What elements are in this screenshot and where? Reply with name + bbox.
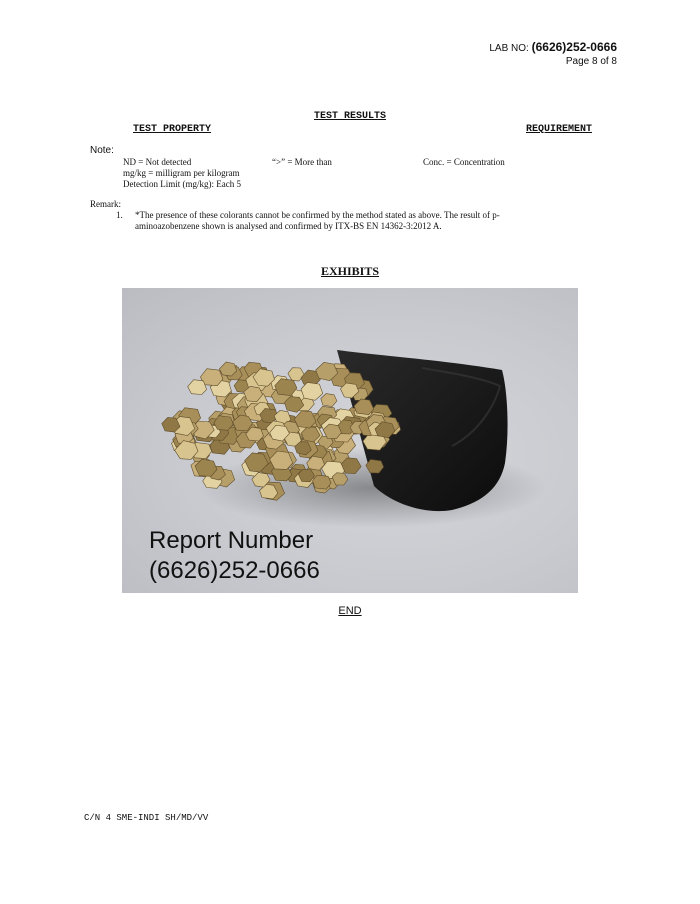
photo-caption-line1: Report Number	[149, 527, 314, 554]
note-item: mg/kg = milligram per kilogram	[123, 168, 240, 178]
test-property-heading: TEST PROPERTY	[133, 124, 212, 135]
remark-label: Remark:	[90, 199, 121, 209]
page-indicator: Page 8 of 8	[565, 56, 617, 67]
requirement-heading: REQUIREMENT	[525, 124, 592, 135]
sequin	[321, 394, 337, 407]
report-header	[489, 40, 617, 67]
exhibits-title: EXHIBITS	[320, 264, 380, 278]
note-item: ND = Not detected	[123, 157, 192, 167]
note-label: Note:	[90, 145, 114, 156]
exhibit-photo	[122, 288, 578, 593]
remark-text: *The presence of these colorants cannot be confirmed by the method stated as above. The result of p-aminoazobenzene shown is analysed and confirmed by ITX-BS EN 14362-3:2012 A.	[135, 210, 500, 231]
sequin	[301, 383, 323, 401]
photo-caption	[149, 526, 320, 586]
note-item: “>” = More than	[272, 157, 332, 167]
note-item: Conc. = Concentration	[423, 157, 505, 167]
photo-caption-line2: (6626)252-0666	[149, 557, 320, 584]
note-item: Detection Limit (mg/kg): Each 5	[123, 179, 241, 189]
sequin	[313, 475, 332, 489]
lab-number-label: LAB NO:	[489, 43, 532, 54]
end-marker: END	[338, 605, 362, 617]
sequin	[188, 380, 207, 395]
test-results-title: TEST RESULTS	[313, 111, 386, 122]
footer-code: C/N 4 SME-INDI SH/MD/VV	[84, 813, 209, 823]
lab-number-value: (6626)252-0666	[531, 40, 617, 54]
remark-number: 1.	[116, 210, 123, 220]
lab-number	[489, 40, 617, 56]
